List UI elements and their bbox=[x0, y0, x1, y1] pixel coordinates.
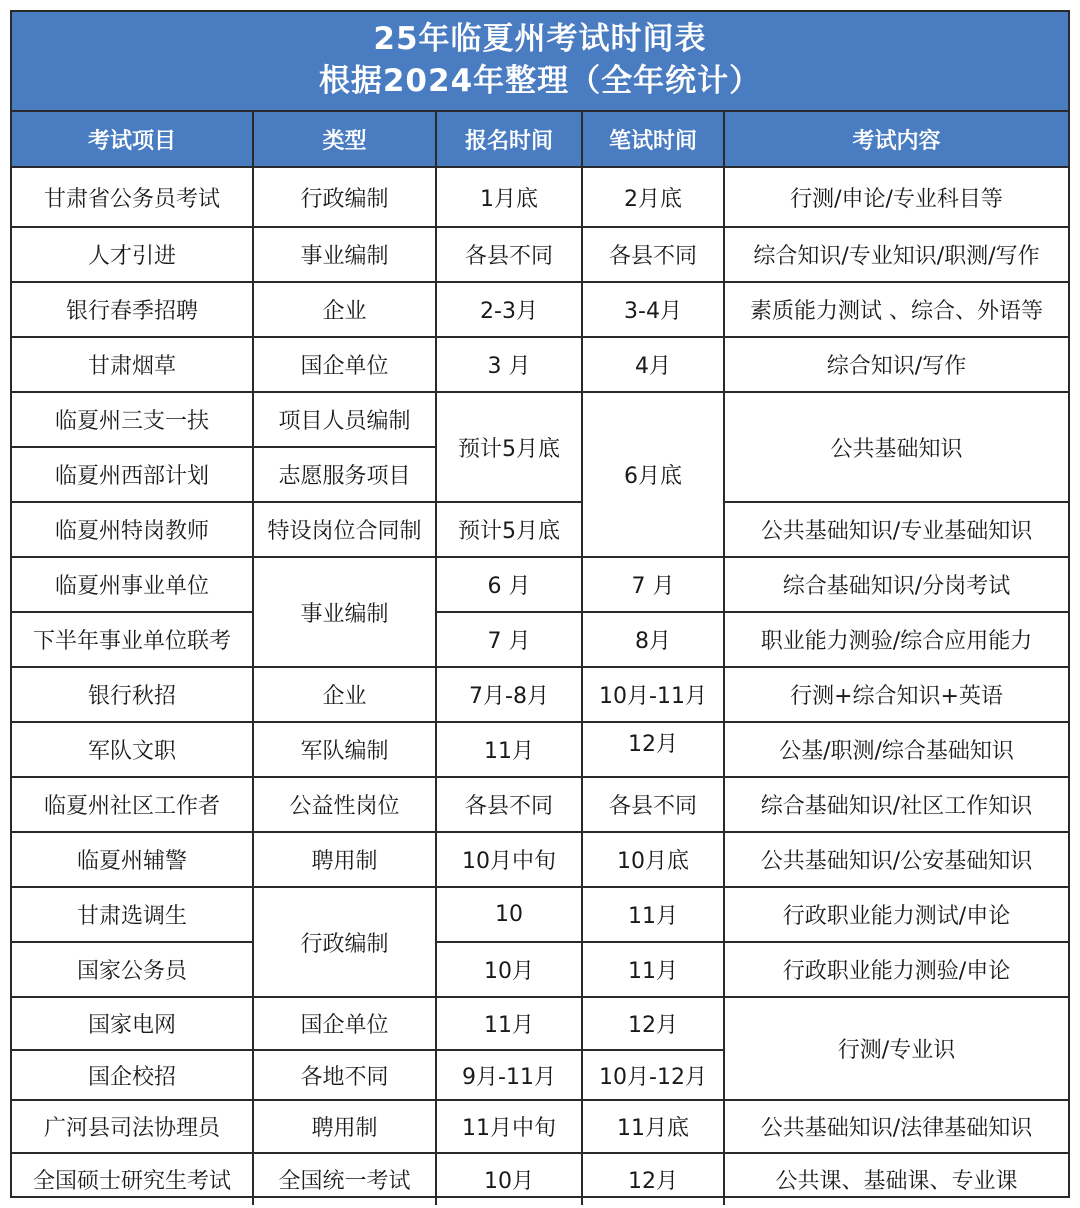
table-row bbox=[12, 832, 1068, 887]
signup-time-cell: 各县不同 bbox=[436, 777, 582, 832]
signup-time-cell: 11月 bbox=[436, 722, 582, 777]
exam-schedule-sheet bbox=[10, 10, 1070, 1198]
page-title: 25年临夏州考试时间表 bbox=[373, 21, 707, 57]
written-time-cell: 3-4月 bbox=[582, 282, 724, 337]
written-time-cell: 10月-11月 bbox=[582, 667, 724, 722]
signup-time-cell: 7月-8月 bbox=[436, 667, 582, 722]
signup-time-cell: 1月底 bbox=[436, 167, 582, 227]
content-cell: 公共基础知识 bbox=[724, 392, 1068, 502]
written-time-cell: 2月底 bbox=[582, 167, 724, 227]
table-row bbox=[12, 502, 1068, 557]
content-cell: 行测+综合知识+英语 bbox=[724, 667, 1068, 722]
type-cell: 国企单位 bbox=[253, 337, 436, 392]
table-row bbox=[12, 282, 1068, 337]
exam-schedule-table bbox=[12, 110, 1068, 1205]
exam-name-cell: 全国硕士研究生考试 bbox=[12, 1153, 253, 1205]
signup-time-cell: 预计5月底 bbox=[436, 502, 582, 557]
type-cell: 企业 bbox=[253, 667, 436, 722]
type-cell: 行政编制 bbox=[253, 887, 436, 997]
content-cell: 行政职业能力测验/申论 bbox=[724, 942, 1068, 997]
signup-time-cell: 9月-11月 bbox=[436, 1050, 582, 1100]
content-cell: 行测/专业识 bbox=[724, 997, 1068, 1100]
content-cell: 公共基础知识/公安基础知识 bbox=[724, 832, 1068, 887]
type-cell: 行政编制 bbox=[253, 167, 436, 227]
signup-time-cell: 11月中旬 bbox=[436, 1100, 582, 1153]
exam-name-cell: 银行秋招 bbox=[12, 667, 253, 722]
exam-name-cell: 甘肃省公务员考试 bbox=[12, 167, 253, 227]
table-row bbox=[12, 337, 1068, 392]
type-cell: 聘用制 bbox=[253, 832, 436, 887]
page-subtitle: 根据2024年整理（全年统计） bbox=[318, 63, 762, 99]
exam-name-cell: 临夏州特岗教师 bbox=[12, 502, 253, 557]
table-row bbox=[12, 557, 1068, 612]
exam-name-cell: 临夏州事业单位 bbox=[12, 557, 253, 612]
written-time-cell: 8月 bbox=[582, 612, 724, 667]
type-cell: 特设岗位合同制 bbox=[253, 502, 436, 557]
type-cell: 事业编制 bbox=[253, 227, 436, 282]
signup-time-cell: 11月 bbox=[436, 997, 582, 1050]
type-cell: 企业 bbox=[253, 282, 436, 337]
written-time-cell: 各县不同 bbox=[582, 777, 724, 832]
content-cell: 综合基础知识/社区工作知识 bbox=[724, 777, 1068, 832]
content-cell: 综合知识/专业知识/职测/写作 bbox=[724, 227, 1068, 282]
content-cell: 公共基础知识/专业基础知识 bbox=[724, 502, 1068, 557]
signup-time-cell: 3 月 bbox=[436, 337, 582, 392]
column-header-signup-time: 报名时间 bbox=[436, 111, 582, 167]
type-cell: 全国统一考试 bbox=[253, 1153, 436, 1205]
type-cell: 项目人员编制 bbox=[253, 392, 436, 447]
exam-name-cell: 银行春季招聘 bbox=[12, 282, 253, 337]
signup-time-cell: 10月 bbox=[436, 1153, 582, 1205]
signup-time-cell: 6 月 bbox=[436, 557, 582, 612]
exam-name-cell: 国家电网 bbox=[12, 997, 253, 1050]
written-time-cell: 10月-12月 bbox=[582, 1050, 724, 1100]
exam-name-cell: 临夏州西部计划 bbox=[12, 447, 253, 502]
table-row bbox=[12, 722, 1068, 777]
type-cell: 聘用制 bbox=[253, 1100, 436, 1153]
signup-time-cell: 预计5月底 bbox=[436, 392, 582, 502]
written-time-cell: 12月 bbox=[582, 1153, 724, 1205]
signup-time-cell: 7 月 bbox=[436, 612, 582, 667]
table-row bbox=[12, 667, 1068, 722]
written-time-cell: 4月 bbox=[582, 337, 724, 392]
exam-name-cell: 临夏州社区工作者 bbox=[12, 777, 253, 832]
content-cell: 职业能力测验/综合应用能力 bbox=[724, 612, 1068, 667]
written-time-cell: 10月底 bbox=[582, 832, 724, 887]
table-row bbox=[12, 392, 1068, 447]
written-time-cell: 7 月 bbox=[582, 557, 724, 612]
written-time-cell: 11月 bbox=[582, 887, 724, 942]
signup-time-cell: 2-3月 bbox=[436, 282, 582, 337]
exam-name-cell: 临夏州三支一扶 bbox=[12, 392, 253, 447]
exam-name-cell: 国企校招 bbox=[12, 1050, 253, 1100]
column-header-content: 考试内容 bbox=[724, 111, 1068, 167]
table-row bbox=[12, 167, 1068, 227]
content-cell: 素质能力测试 、综合、外语等 bbox=[724, 282, 1068, 337]
type-cell: 事业编制 bbox=[253, 557, 436, 667]
table-row bbox=[12, 1100, 1068, 1153]
signup-time-cell: 10月 bbox=[436, 942, 582, 997]
table-row bbox=[12, 612, 1068, 667]
signup-time-cell: 各县不同 bbox=[436, 227, 582, 282]
content-cell: 行政职业能力测试/申论 bbox=[724, 887, 1068, 942]
written-time-cell: 12月 bbox=[582, 722, 724, 777]
column-header-exam: 考试项目 bbox=[12, 111, 253, 167]
signup-time-cell: 10 bbox=[436, 887, 582, 942]
table-row bbox=[12, 777, 1068, 832]
table-row bbox=[12, 887, 1068, 942]
content-cell: 综合知识/写作 bbox=[724, 337, 1068, 392]
written-time-cell: 6月底 bbox=[582, 392, 724, 557]
type-cell: 志愿服务项目 bbox=[253, 447, 436, 502]
column-header-written-time: 笔试时间 bbox=[582, 111, 724, 167]
written-time-cell: 11月 bbox=[582, 942, 724, 997]
exam-name-cell: 临夏州辅警 bbox=[12, 832, 253, 887]
content-cell: 公共课、基础课、专业课 bbox=[724, 1153, 1068, 1205]
exam-name-cell: 甘肃烟草 bbox=[12, 337, 253, 392]
exam-name-cell: 甘肃选调生 bbox=[12, 887, 253, 942]
written-time-cell: 12月 bbox=[582, 997, 724, 1050]
exam-name-cell: 人才引进 bbox=[12, 227, 253, 282]
content-cell: 公基/职测/综合基础知识 bbox=[724, 722, 1068, 777]
exam-name-cell: 下半年事业单位联考 bbox=[12, 612, 253, 667]
table-row bbox=[12, 997, 1068, 1050]
table-row bbox=[12, 227, 1068, 282]
written-time-cell: 11月底 bbox=[582, 1100, 724, 1153]
signup-time-cell: 10月中旬 bbox=[436, 832, 582, 887]
exam-name-cell: 广河县司法协理员 bbox=[12, 1100, 253, 1153]
exam-name-cell: 军队文职 bbox=[12, 722, 253, 777]
content-cell: 综合基础知识/分岗考试 bbox=[724, 557, 1068, 612]
title-block bbox=[12, 12, 1068, 110]
content-cell: 行测/申论/专业科目等 bbox=[724, 167, 1068, 227]
exam-name-cell: 国家公务员 bbox=[12, 942, 253, 997]
type-cell: 国企单位 bbox=[253, 997, 436, 1050]
type-cell: 各地不同 bbox=[253, 1050, 436, 1100]
written-time-cell: 各县不同 bbox=[582, 227, 724, 282]
column-header-type: 类型 bbox=[253, 111, 436, 167]
table-row bbox=[12, 942, 1068, 997]
type-cell: 公益性岗位 bbox=[253, 777, 436, 832]
table-header-row bbox=[12, 111, 1068, 167]
type-cell: 军队编制 bbox=[253, 722, 436, 777]
table-row bbox=[12, 1153, 1068, 1205]
content-cell: 公共基础知识/法律基础知识 bbox=[724, 1100, 1068, 1153]
